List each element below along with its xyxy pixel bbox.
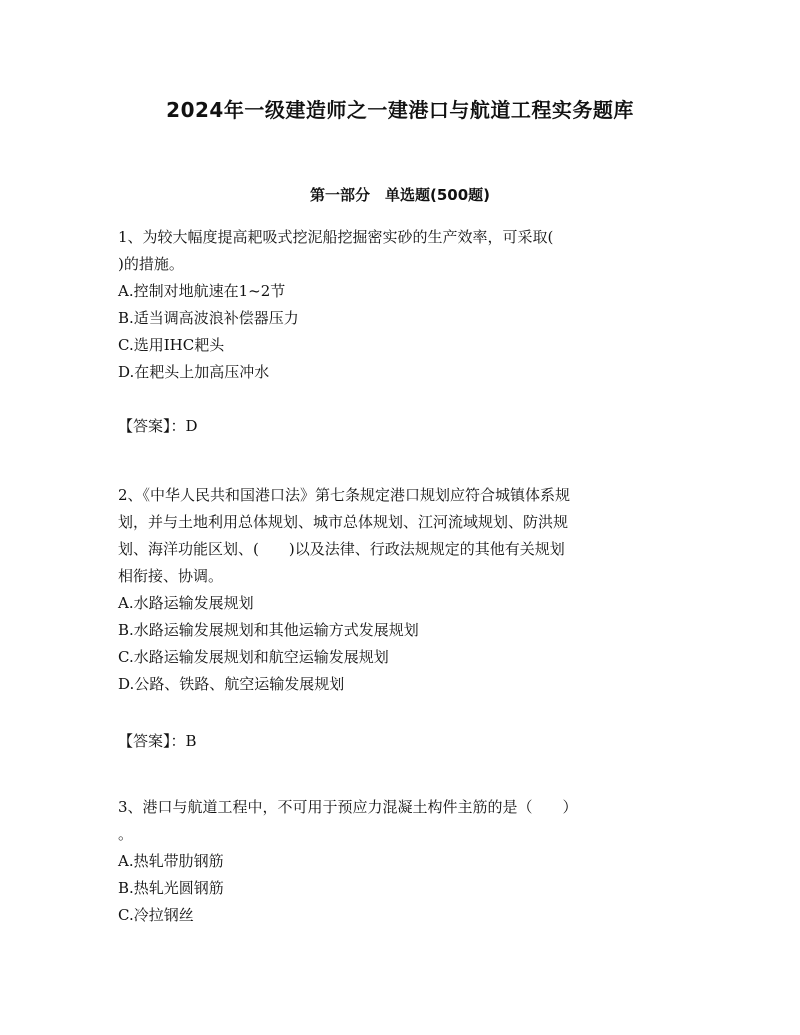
question-2-answer: 【答案】：B [118,732,197,750]
question-1-answer: 【答案】：D [118,417,198,435]
question-2-stem-line: 划，并与土地利用总体规划、城市总体规划、江河流域规划、防洪规 [118,513,569,531]
section-heading: 第一部分 单选题(500题) [309,186,491,204]
question-3-stem-line: 3、港口与航道工程中，不可用于预应力混凝土构件主筋的是（ ） [118,798,578,816]
question-1-stem-line: )的措施。 [118,255,184,273]
question-3-option-b: B.热轧光圆钢筋 [118,879,224,897]
question-1-option-c: C.选用IHC耙头 [118,336,225,354]
question-1-option-a: A.控制对地航速在1~2节 [118,282,286,300]
question-2-option-b: B.水路运输发展规划和其他运输方式发展规划 [118,621,419,639]
question-2-option-d: D.公路、铁路、航空运输发展规划 [118,675,345,693]
question-3-stem-line: 。 [118,825,134,843]
question-1-stem-line: 1、为较大幅度提高耙吸式挖泥船挖掘密实砂的生产效率，可采取( [118,228,554,246]
question-2-stem-line: 相衔接、协调。 [118,567,224,585]
question-3-option-c: C.冷拉钢丝 [118,906,194,924]
question-2-option-c: C.水路运输发展规划和航空运输发展规划 [118,648,389,666]
question-1-option-d: D.在耙头上加高压冲水 [118,363,270,381]
question-3-option-a: A.热轧带肋钢筋 [118,852,224,870]
question-1-option-b: B.适当调高波浪补偿器压力 [118,309,299,327]
question-2-option-a: A.水路运输发展规划 [118,594,254,612]
question-2-stem-line: 2、《中华人民共和国港口法》第七条规定港口规划应符合城镇体系规 [118,486,571,504]
question-2-stem-line: 划、海洋功能区划、( )以及法律、行政法规规定的其他有关规划 [118,540,565,558]
document-title: 2024年一级建造师之一建港口与航道工程实务题库 [166,98,634,122]
